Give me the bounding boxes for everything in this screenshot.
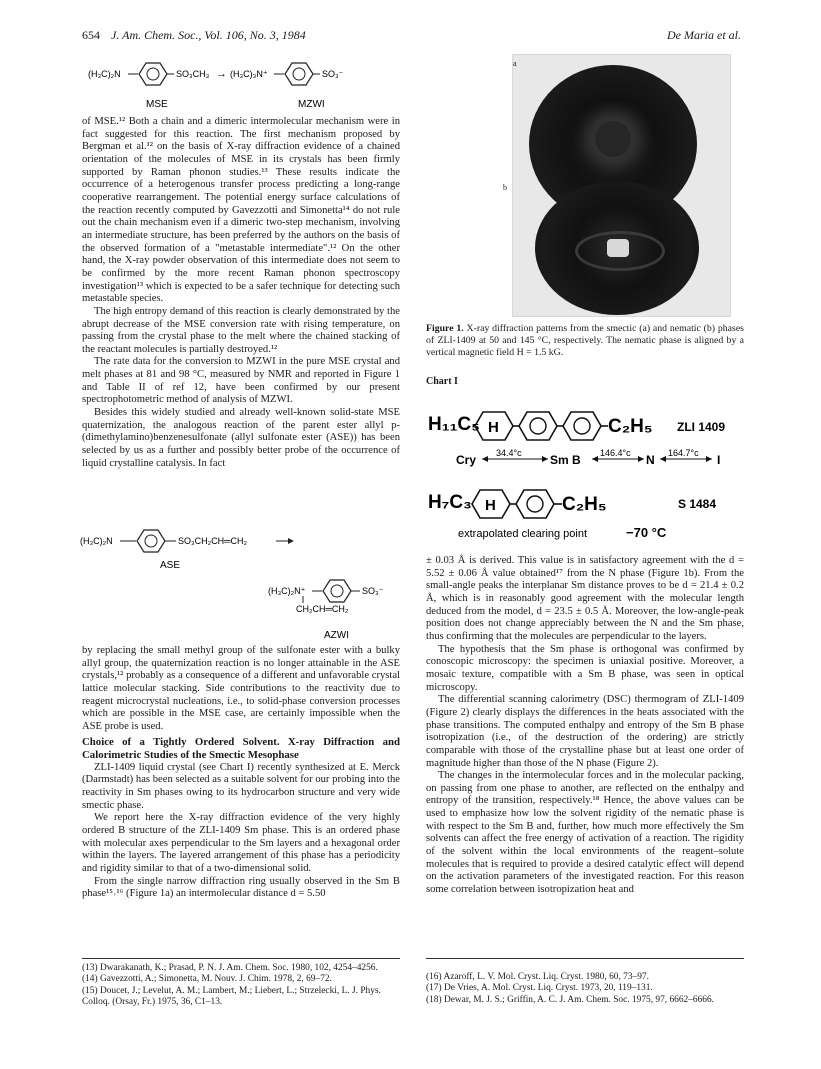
footnote-rule-left <box>82 958 400 959</box>
figure-1-photographs <box>503 54 731 317</box>
extrapolated-value: −70 °C <box>626 525 667 540</box>
scheme-mse-mzwi <box>88 55 388 115</box>
caption-text: X-ray diffraction patterns from the smectic (a) and nematic (b) phases of ZLI-1409 at 50 and 145 °C, respectively. The nematic phase is aligned by a vertical magnetic field H = 1.5 kG. <box>426 323 744 358</box>
mol1-name: ZLI 1409 <box>677 420 726 434</box>
journal-citation: J. Am. Chem. Soc., Vol. 106, No. 3, 1984 <box>111 28 306 42</box>
phase-i: I <box>717 453 721 467</box>
paragraph: From the single narrow diffraction ring usually observed in the Sm B phase¹⁵˒¹⁶ (Figure 1a) an intermolecular distance d = 5.50 <box>82 875 400 900</box>
mol2-left: H₇C₃ <box>428 492 472 513</box>
footnotes-right <box>426 972 744 1006</box>
scheme-left-tail: SO₃CH₃ <box>176 69 210 79</box>
figure-label-b: b <box>503 183 507 192</box>
footnotes-left <box>82 963 400 1008</box>
mol2-name: S 1484 <box>678 497 717 511</box>
paragraph: The hypothesis that the Sm phase is orthogonal was confirmed by conoscopic microscopy: the specimen is uniaxial positive. Moreover, a mosaic texture, compatible with a Sm B phase, was seen in optical microscopy. <box>426 643 744 693</box>
scheme-left-group: (H₃C)₂N <box>88 69 121 79</box>
paragraph: ZLI-1409 liquid crystal (see Chart I) recently synthesized at E. Merck (Darmstadt) has been selected as a suitable solvent for our probing into the reactivity in Sm phases owing to its hydrocarbon structure and very wide smectic phase. <box>82 761 400 811</box>
page-header <box>82 28 306 43</box>
benzene-ring <box>323 580 351 602</box>
footnote: (16) Azaroff, L. V. Mol. Cryst. Liq. Cryst. 1980, 60, 73–97. <box>426 972 649 982</box>
label-mse: MSE <box>146 99 168 110</box>
mol1-left: H₁₁C₅ <box>428 414 480 435</box>
mol1-right: C₂H₅ <box>608 416 653 437</box>
paragraph: of MSE.¹² Both a chain and a dimeric intermolecular mechanism were in fact suggested for this reaction. The first mechanism proposed by Bergman et al.¹² on the basis of X-ray diffraction evidence of a chained orientation of the molecules of MSE in its crystals has been firmly supported by Raman phonon studies.¹³ These results indicate the occurrence of a heterogenous transfer process predicting a long-range cooperative rearrangement. The potential energy surface calculations of the reaction recently computed by Gavezzotti and Simonetta¹⁴ do not rule out the chain mechanism even if a dimeric two-step mechanism, involving an intermediate structure, has been preferred by the authors on the basis of the observed formation of a "metastable intermediate".¹² On the other hand, the X-ray powder observation of this intermediate does not seem to be confirmed by the more recent Raman phonon spectroscopy investigation¹³ which is expected to be a safer technique for detecting such metastable species. <box>82 116 400 305</box>
benzene-circle <box>331 585 343 597</box>
paragraph: by replacing the small methyl group of the sulfonate ester with a bulky allyl group, the quaternization reaction is no longer attainable in the ASE crystals,¹² probably as a consequence of a different and unfavorable crystal lattice molecular stacking. Side contributions to the reactivity due to reagent microcrystal nucleations, i.e., to solid-phase conversion processes which are possible in the MSE case, are certainly impossible when the ASE probe is used. <box>82 645 400 732</box>
arrow-head <box>592 456 598 462</box>
benzene-circle <box>147 68 159 80</box>
arrow-head <box>288 538 294 544</box>
arrow-head <box>706 456 712 462</box>
footnote: (13) Dwarakanath, K.; Prasad, P. N. J. Am. Chem. Soc. 1980, 102, 4254–4256. <box>82 963 378 973</box>
label-azwi: AZWI <box>324 630 349 641</box>
extrapolated-label: extrapolated clearing point <box>458 528 588 540</box>
diffraction-center-a <box>595 121 631 157</box>
footnote-rule-right <box>426 958 744 959</box>
ase-group: (H₃C)₂N <box>80 536 113 546</box>
azwi-group: (H₃C)₂N⁺ <box>268 586 306 596</box>
arrow-head <box>542 456 548 462</box>
section-heading: Choice of a Tightly Ordered Solvent. X-ray Diffraction and Calorimetric Studies of the Smectic Mesophase <box>82 735 400 761</box>
paragraph: The differential scanning calorimetry (DSC) thermogram of ZLI-1409 (Figure 2) clearly displays the differences in the heats associated with the phase transitions. The computed enthalpy and entropy of the Sm B phase isotropization (i.e., of the destruction of the ordering) are strictly comparable with those of the crystalline phase but at least one order of magnitude higher than those of the N phase (Figure 2). <box>426 694 744 769</box>
left-column-upper <box>82 116 400 470</box>
label-mzwi: MZWI <box>298 99 325 110</box>
right-column <box>426 555 744 897</box>
reaction-arrow: → <box>216 68 227 80</box>
transition-3: 164.7°c <box>668 448 699 458</box>
left-column-lower <box>82 645 400 901</box>
arrow-head <box>482 456 488 462</box>
footnote: (17) De Vries, A. Mol. Cryst. Liq. Cryst. 1973, 20, 119–131. <box>426 983 653 994</box>
benzene-ring <box>563 412 601 440</box>
scheme-right-tail: SO₃⁻ <box>322 69 344 79</box>
caption-label: Figure 1. <box>426 323 464 334</box>
phase-n: N <box>646 453 655 467</box>
footnote: (14) Gavezzotti, A.; Simonetta, M. Nouv. J. Chim. 1978, 2, 69–72. <box>82 974 332 985</box>
paragraph: ± 0.03 Å is derived. This value is in satisfactory agreement with the d = 5.52 ± 0.06 Å value obtained¹⁷ from the N phase (Figure 1b). From the small-angle peaks the interplanar Sm distance proves to be d = 21.4 ± 0.2 Å, which is in reasonably good agreement with the molecular length deduced from the model, d = 23.5 ± 0.5 Å. Moreover, the low-angle-peak position does not change appreciably between the N and the Sm phase, thus confirming that the molecules are perpendicular to the layers. <box>426 555 744 642</box>
diffraction-pattern-b <box>535 181 699 315</box>
phase-cry: Cry <box>456 453 477 467</box>
scheme-right-group: (H₃C)₃N⁺ <box>230 69 268 79</box>
mol2-ring: H <box>485 497 496 514</box>
benzene-ring <box>137 530 165 552</box>
beam-stop-b <box>607 239 629 257</box>
benzene-ring <box>519 412 557 440</box>
figure-1-caption <box>426 323 744 359</box>
azwi-sub: CH₂CH═CH₂ <box>296 604 349 614</box>
benzene-ring <box>139 63 167 85</box>
footnote: (15) Doucet, J.; Levelut, A. M.; Lambert, M.; Liebert, L.; Strzelecki, L. J. Phys. Colloq. (Orsay, Fr.) 1975, 36, C1–13. <box>82 985 381 1007</box>
arrow-head <box>660 456 666 462</box>
benzene-circle <box>293 68 305 80</box>
mol1-ring: H <box>488 419 499 436</box>
azwi-tail: SO₃⁻ <box>362 586 384 596</box>
paragraph: The rate data for the conversion to MZWI in the pure MSE crystal and melt phases at 81 and 98 °C, measured by NMR and reported in Figure 1 and Table II of ref 12, have been confirmed by our present spectrophotometric method of analysis of MZWI. <box>82 356 400 406</box>
benzene-ring <box>516 490 554 518</box>
phase-smb: Sm B <box>550 453 581 467</box>
structure-azwi <box>268 572 408 644</box>
label-ase: ASE <box>160 560 181 571</box>
ase-tail: SO₃CH₂CH═CH₂ <box>178 536 248 546</box>
benzene-circle <box>145 535 157 547</box>
paragraph: The high entropy demand of this reaction is clearly demonstrated by the abrupt decrease of the MSE conversion rate with rising temperature, on passing from the crystal phase to the melt where the chained stacking of the reactant molecules is partially destroyed.¹² <box>82 305 400 355</box>
paragraph: Besides this widely studied and already well-known solid-state MSE quaternization, the analogous reaction of the parent ester allyl p-(dimethylamino)benzenesulfonate (allyl sulfonate ester (ASE)) has been selected by us as a further and possibly better probe of the occurrence of liquid crystalline catalysis. In fact <box>82 407 400 469</box>
benzene-circle <box>527 496 543 512</box>
running-authors: De Maria et al. <box>667 28 741 42</box>
chart-title: Chart I <box>426 376 458 387</box>
structure-ase <box>80 522 320 572</box>
benzene-circle <box>530 418 546 434</box>
page-number: 654 <box>82 28 100 42</box>
transition-1: 34.4°c <box>496 448 522 458</box>
chart-1-structures <box>426 390 751 545</box>
figure-label-a: a <box>513 59 517 68</box>
mol2-right: C₂H₅ <box>562 494 607 515</box>
paragraph: We report here the X-ray diffraction evidence of the very highly ordered B structure of the ZLI-1409 Sm phase. This is an ordered phase with molecular axes perpendicular to the Sm layers and a hexagonal order within the layers. The layered arrangement of this phase has a periodicity and rigidity similar to that of a two-dimensional solid. <box>82 812 400 874</box>
transition-2: 146.4°c <box>600 448 631 458</box>
footnote: (18) Dewar, M. J. S.; Griffin, A. C. J. Am. Chem. Soc. 1975, 97, 6662–6666. <box>426 994 714 1005</box>
paragraph: The changes in the intermolecular forces and in the molecular packing, on passing from one phase to another, are reflected on the enthalpy and entropy of the transition, respectively.¹⁸ Hence, the above values can be used to emphasize how low the solvent rigidity of the nematic phase is with respect to the Sm B and, further, how much more effectively the Sm solvents can affect the free energy of activation of a reaction. The rigidity of the solvent within the local environments of the reagent–solute molecules that is required to provide a desired catalytic effect will depend on the activation parameters of the investigated reaction. For this reason some correlation between isotropization heat and <box>426 770 744 896</box>
arrow-head <box>638 456 644 462</box>
benzene-circle <box>574 418 590 434</box>
benzene-ring <box>285 63 313 85</box>
